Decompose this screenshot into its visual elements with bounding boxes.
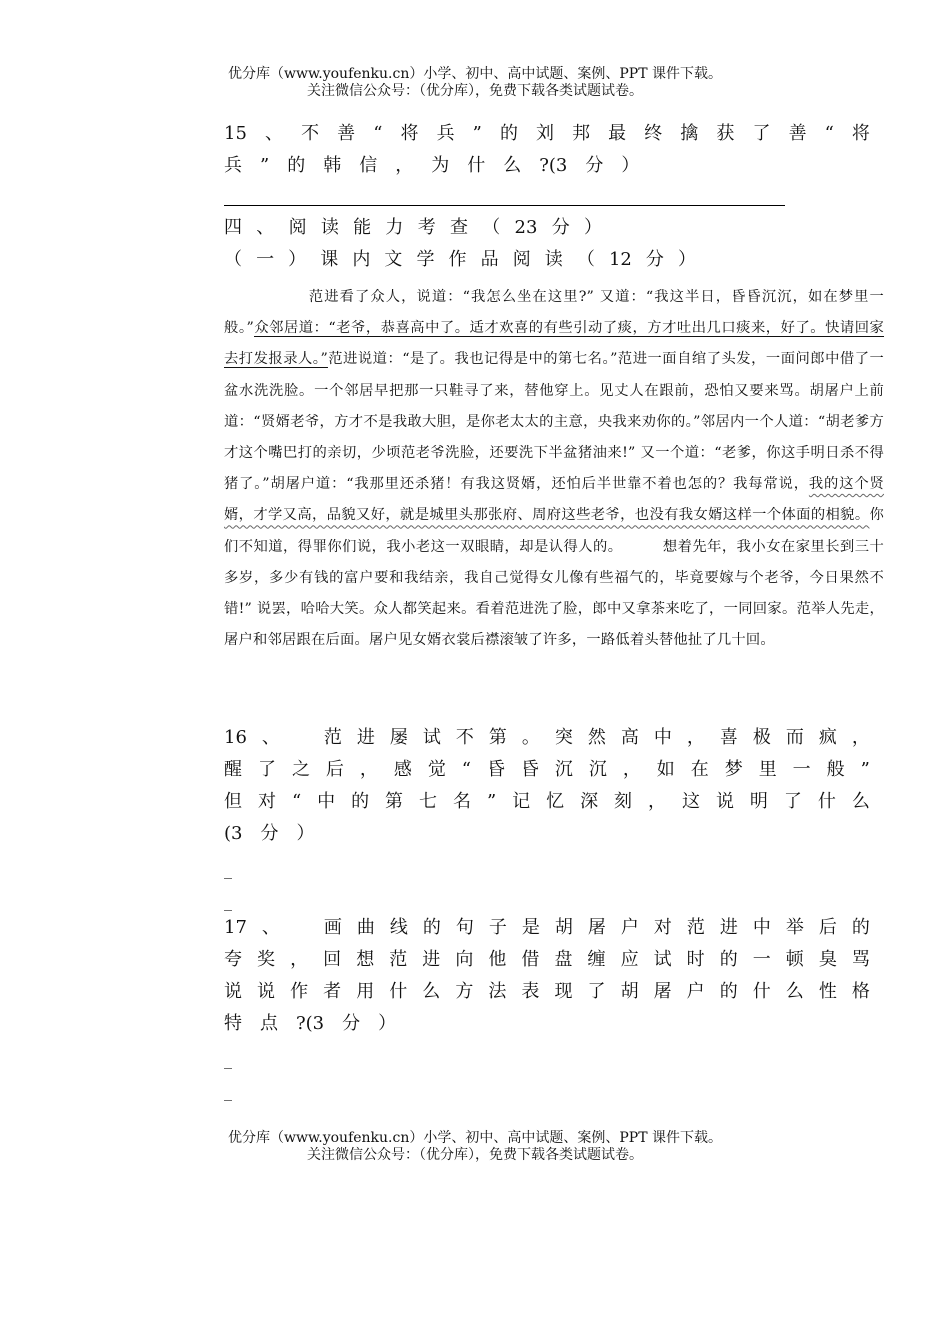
question-16 (224, 722, 870, 850)
line-token: 户 (620, 917, 639, 938)
line-token: 在 (690, 759, 709, 780)
line-token: 方 (455, 981, 474, 1002)
line-token: 为 (431, 155, 450, 176)
wavy-underlined-sentence: 我的这个贤婿，才学又高，品貌又好，就是城里头那张府、周府这些老爷，也没有我女婿这样一个体面的相貌。 (224, 476, 885, 524)
line-token: 中 (317, 791, 336, 812)
line-token: ?(3 (296, 1013, 325, 1034)
line-token: 不 (301, 123, 320, 144)
line-token: 之 (291, 759, 310, 780)
question-17-line (224, 976, 870, 1008)
line-token: 觉 (427, 759, 446, 780)
line-token: 了 (257, 759, 276, 780)
line-token: 缠 (587, 949, 606, 970)
line-token: 文 (384, 249, 403, 270)
line-token: 刘 (536, 123, 555, 144)
line-token: (3 (224, 823, 243, 844)
line-token: 高 (620, 727, 639, 748)
line-token: 读 (320, 217, 339, 238)
answer-blank[interactable]: _ (224, 1082, 232, 1101)
line-token: 说 (715, 791, 734, 812)
line-token: ， (648, 791, 666, 812)
line-token: ” (860, 759, 870, 780)
line-token: 记 (512, 791, 531, 812)
question-16-line (224, 818, 870, 850)
line-token: 但 (224, 791, 242, 812)
line-token: 曲 (356, 917, 375, 938)
line-token: 的 (719, 981, 738, 1002)
line-token: 如 (656, 759, 675, 780)
section-4-title-line (224, 213, 602, 243)
line-token: ” (260, 155, 270, 176)
line-token: 试 (653, 949, 672, 970)
question-16-line (224, 754, 870, 786)
line-token: 梦 (724, 759, 743, 780)
line-token: 用 (356, 981, 375, 1002)
line-token: 。 (521, 727, 540, 748)
line-token: 不 (455, 727, 474, 748)
line-token: 、 (256, 217, 275, 238)
question-17-line (224, 1008, 870, 1040)
line-token: （ (482, 217, 501, 238)
line-token: 说 (224, 981, 242, 1002)
line-token: 进 (356, 727, 375, 748)
line-token: ） (621, 155, 640, 176)
line-token: 什 (752, 981, 771, 1002)
line-token: 举 (785, 917, 804, 938)
line-token: 韩 (323, 155, 342, 176)
line-token: 善 (788, 123, 807, 144)
line-token: 17 (224, 917, 247, 938)
line-token: 12 (608, 249, 632, 270)
line-token: 进 (719, 917, 738, 938)
line-token: ” (486, 791, 497, 812)
line-token: 子 (488, 917, 507, 938)
line-token: “ (461, 759, 471, 780)
line-token: 胡 (554, 917, 573, 938)
subsection-1-title-line (224, 245, 696, 275)
line-token: 回 (323, 949, 342, 970)
line-token: 分 (342, 1013, 361, 1034)
line-token: 法 (488, 981, 507, 1002)
line-token: 刻 (614, 791, 633, 812)
line-token: ， (851, 727, 870, 748)
line-token: 后 (325, 759, 344, 780)
line-token: 品 (480, 249, 499, 270)
question-17-line (224, 912, 870, 944)
line-token: ， (290, 949, 309, 970)
line-token: 时 (686, 949, 705, 970)
line-token: 说 (257, 981, 276, 1002)
line-token: 明 (749, 791, 768, 812)
question-17-line (224, 944, 870, 976)
line-token: 终 (644, 123, 663, 144)
line-token: 作 (290, 981, 309, 1002)
line-token: 后 (818, 917, 837, 938)
line-token: 里 (758, 759, 777, 780)
line-token: 第 (488, 727, 507, 748)
line-token: 什 (389, 981, 408, 1002)
line-token (295, 912, 309, 944)
line-token: ） (296, 823, 315, 844)
line-token: 试 (422, 727, 441, 748)
line-token: “ (373, 123, 383, 144)
line-token: 臭 (818, 949, 837, 970)
line-token: 极 (752, 727, 771, 748)
line-token (295, 722, 309, 754)
line-token: 忆 (546, 791, 565, 812)
line-token: 借 (521, 949, 540, 970)
footer-line-2: 关注微信公众号：（优分库），免费下载各类试题试卷。 (307, 1147, 643, 1163)
line-token: 范 (323, 727, 342, 748)
line-token: ， (395, 155, 414, 176)
line-token: 屠 (587, 917, 606, 938)
line-token: 善 (337, 123, 356, 144)
line-token: 感 (393, 759, 412, 780)
line-token: 、 (261, 727, 280, 748)
line-token: ） (584, 217, 602, 238)
line-token: 进 (422, 949, 441, 970)
line-token: “ (824, 123, 834, 144)
line-token: 最 (608, 123, 627, 144)
line-token: 屠 (653, 981, 672, 1002)
line-token: 想 (356, 949, 375, 970)
answer-blank[interactable]: _ (224, 860, 232, 879)
line-token: 考 (417, 217, 436, 238)
line-token: ） (678, 249, 696, 270)
line-token: 的 (851, 917, 870, 938)
line-token: 般 (826, 759, 845, 780)
line-token: 昏 (520, 759, 539, 780)
line-token: ” (472, 123, 482, 144)
line-token: 查 (449, 217, 468, 238)
line-token: ， (622, 759, 641, 780)
line-token: 邦 (572, 123, 591, 144)
line-token: 了 (783, 791, 802, 812)
line-token: “ (291, 791, 302, 812)
question-17 (224, 912, 870, 1040)
line-token: 然 (587, 727, 606, 748)
line-token: 胡 (620, 981, 639, 1002)
line-token: 作 (448, 249, 467, 270)
line-token: 表 (521, 981, 540, 1002)
question-15-line (224, 118, 870, 150)
line-token: 学 (416, 249, 435, 270)
line-token: 将 (400, 123, 419, 144)
line-token: 格 (851, 981, 870, 1002)
line-token: 对 (653, 917, 672, 938)
line-token: 画 (323, 917, 342, 938)
line-token: 顿 (785, 949, 804, 970)
line-token: 分 (585, 155, 604, 176)
header-line-2: 关注微信公众号：（优分库），免费下载各类试题试卷。 (307, 83, 643, 99)
line-token: 16 (224, 727, 247, 748)
line-token: 而 (785, 727, 804, 748)
line-token: 奖 (257, 949, 276, 970)
line-token: 能 (353, 217, 372, 238)
line-token: 什 (817, 791, 836, 812)
line-token: 昏 (486, 759, 505, 780)
question-16-line (224, 722, 870, 754)
line-token: 线 (389, 917, 408, 938)
line-token: 、 (261, 917, 280, 938)
line-token: 获 (716, 123, 735, 144)
line-token: 什 (467, 155, 486, 176)
line-token: 醒 (224, 759, 242, 780)
line-token: （ (576, 249, 595, 270)
line-token: 一 (752, 949, 771, 970)
line-token: 深 (580, 791, 599, 812)
line-token: 四 (224, 217, 242, 238)
line-token: 屡 (389, 727, 408, 748)
section-4-title (224, 213, 602, 243)
line-token: ） (288, 249, 307, 270)
line-token: 句 (455, 917, 474, 938)
line-token: 者 (323, 981, 342, 1002)
line-token: 的 (499, 123, 518, 144)
underlined-sentence: 众邻居道：“老爷，恭喜高中了。适才欢喜的有些引动了痰，方才吐出几口痰来，好了。快请回家去打发报录人。” (224, 320, 885, 368)
page-header (0, 66, 950, 100)
line-token: 七 (419, 791, 438, 812)
line-token: 性 (818, 981, 837, 1002)
line-token: 沉 (588, 759, 607, 780)
line-token: 这 (681, 791, 700, 812)
header-line-1: 优分库（www.youfenku.cn）小学、初中、高中试题、案例、PPT 课件下载。 (227, 66, 722, 82)
line-token: 沉 (554, 759, 573, 780)
line-token: 中 (752, 917, 771, 938)
line-token: 么 (785, 981, 804, 1002)
passage-text: 范进看了众人，说道：“我怎么坐在这里?” 又道：“我这半日，昏昏沉沉，如在梦里一般。” (224, 289, 884, 337)
line-token: 内 (352, 249, 371, 270)
line-token: 户 (686, 981, 705, 1002)
answer-blank[interactable]: _ (224, 1050, 232, 1069)
line-token: 的 (422, 917, 441, 938)
question-16-line (224, 786, 870, 818)
line-token: 现 (554, 981, 573, 1002)
line-token: 范 (389, 949, 408, 970)
line-token: ， (359, 759, 378, 780)
line-token: 15 (224, 123, 247, 144)
line-token: 了 (752, 123, 771, 144)
line-token: 的 (287, 155, 306, 176)
line-token: 盘 (554, 949, 573, 970)
answer-blank[interactable]: _ (224, 892, 232, 911)
line-token: 分 (551, 217, 570, 238)
passage-text: 你们不知道，得罪你们说，我小老这一双眼睛，却是认得人的。 (224, 507, 884, 555)
line-token: 向 (455, 949, 474, 970)
line-token: 是 (521, 917, 540, 938)
line-token: 了 (587, 981, 606, 1002)
line-token: 擒 (680, 123, 699, 144)
line-token: 夸 (224, 949, 242, 970)
line-token: 么 (422, 981, 441, 1002)
line-token: 第 (385, 791, 404, 812)
answer-rule (224, 205, 785, 206)
line-token: 疯 (818, 727, 837, 748)
line-token: 阅 (288, 217, 307, 238)
question-15-line (224, 150, 870, 182)
line-token: 一 (256, 249, 275, 270)
line-token: ） (378, 1013, 397, 1034)
line-token: 中 (653, 727, 672, 748)
line-token: 分 (260, 823, 279, 844)
line-token: 分 (645, 249, 664, 270)
line-token: 兵 (224, 155, 242, 176)
line-token: 将 (851, 123, 870, 144)
line-token: 喜 (719, 727, 738, 748)
line-token: 课 (320, 249, 339, 270)
page-footer (0, 1130, 950, 1164)
line-token: 力 (385, 217, 404, 238)
question-15 (224, 118, 870, 182)
line-token: 的 (719, 949, 738, 970)
line-token: ?(3 (539, 155, 568, 176)
line-token: 他 (488, 949, 507, 970)
line-token: 一 (792, 759, 811, 780)
line-token: 么 (851, 791, 870, 812)
line-token: 兵 (436, 123, 455, 144)
line-token: （ (224, 249, 242, 270)
line-token: 23 (514, 217, 538, 238)
subsection-1-title (224, 245, 696, 275)
line-token: 名 (452, 791, 471, 812)
line-token: 读 (544, 249, 563, 270)
line-token: ， (686, 727, 705, 748)
line-token: 突 (554, 727, 573, 748)
line-token: 、 (264, 123, 283, 144)
line-token: 范 (686, 917, 705, 938)
line-token: 骂 (851, 949, 870, 970)
line-token: 的 (351, 791, 370, 812)
passage-text: 想着先年，我小女在家里长到三十多岁，多少有钱的富户要和我结亲，我自己觉得女儿像有些福气的，毕竟要嫁与个老爷，今日果然不错!” 说罢，哈哈大笑。众人都笑起来。看着范进洗了脸，郎中又拿茶来吃了，一同回家。范举人先走，屠户和邻居跟在后面。屠户见女婿衣裳后襟滚皱了许多，一路低着头替他扯了几十回。 (224, 538, 885, 649)
passage-text: 范进说道：“是了。我也记得是中的第七名。”范进一面自绾了头发，一面问郎中借了一盆水洗洗脸。一个邻居早把那一只鞋寻了来，替他穿上。见丈人在跟前，恐怕又要来骂。胡屠户上前道：“贤婿老爷，方才不是我敢大胆，是你老太太的主意，央我来劝你的。”邻居内一个人道：“胡老爹方才这个嘴巴打的亲切，少顷范老爷洗脸，还要洗下半盆猪油来!” 又一个道：“老爹，你这手明日杀不得猪了。”胡屠户道：“我那里还杀猪！有我这贤婿，还怕后半世靠不着也怎的？我每常说， (224, 351, 884, 493)
line-token: 对 (257, 791, 276, 812)
line-token: 特 (224, 1013, 242, 1034)
line-token: 点 (260, 1013, 278, 1034)
line-token: 么 (503, 155, 522, 176)
reading-passage (224, 282, 884, 656)
footer-line-1: 优分库（www.youfenku.cn）小学、初中、高中试题、案例、PPT 课件下载。 (227, 1130, 722, 1146)
line-token: 信 (359, 155, 378, 176)
line-token: 应 (620, 949, 639, 970)
line-token: 阅 (512, 249, 531, 270)
